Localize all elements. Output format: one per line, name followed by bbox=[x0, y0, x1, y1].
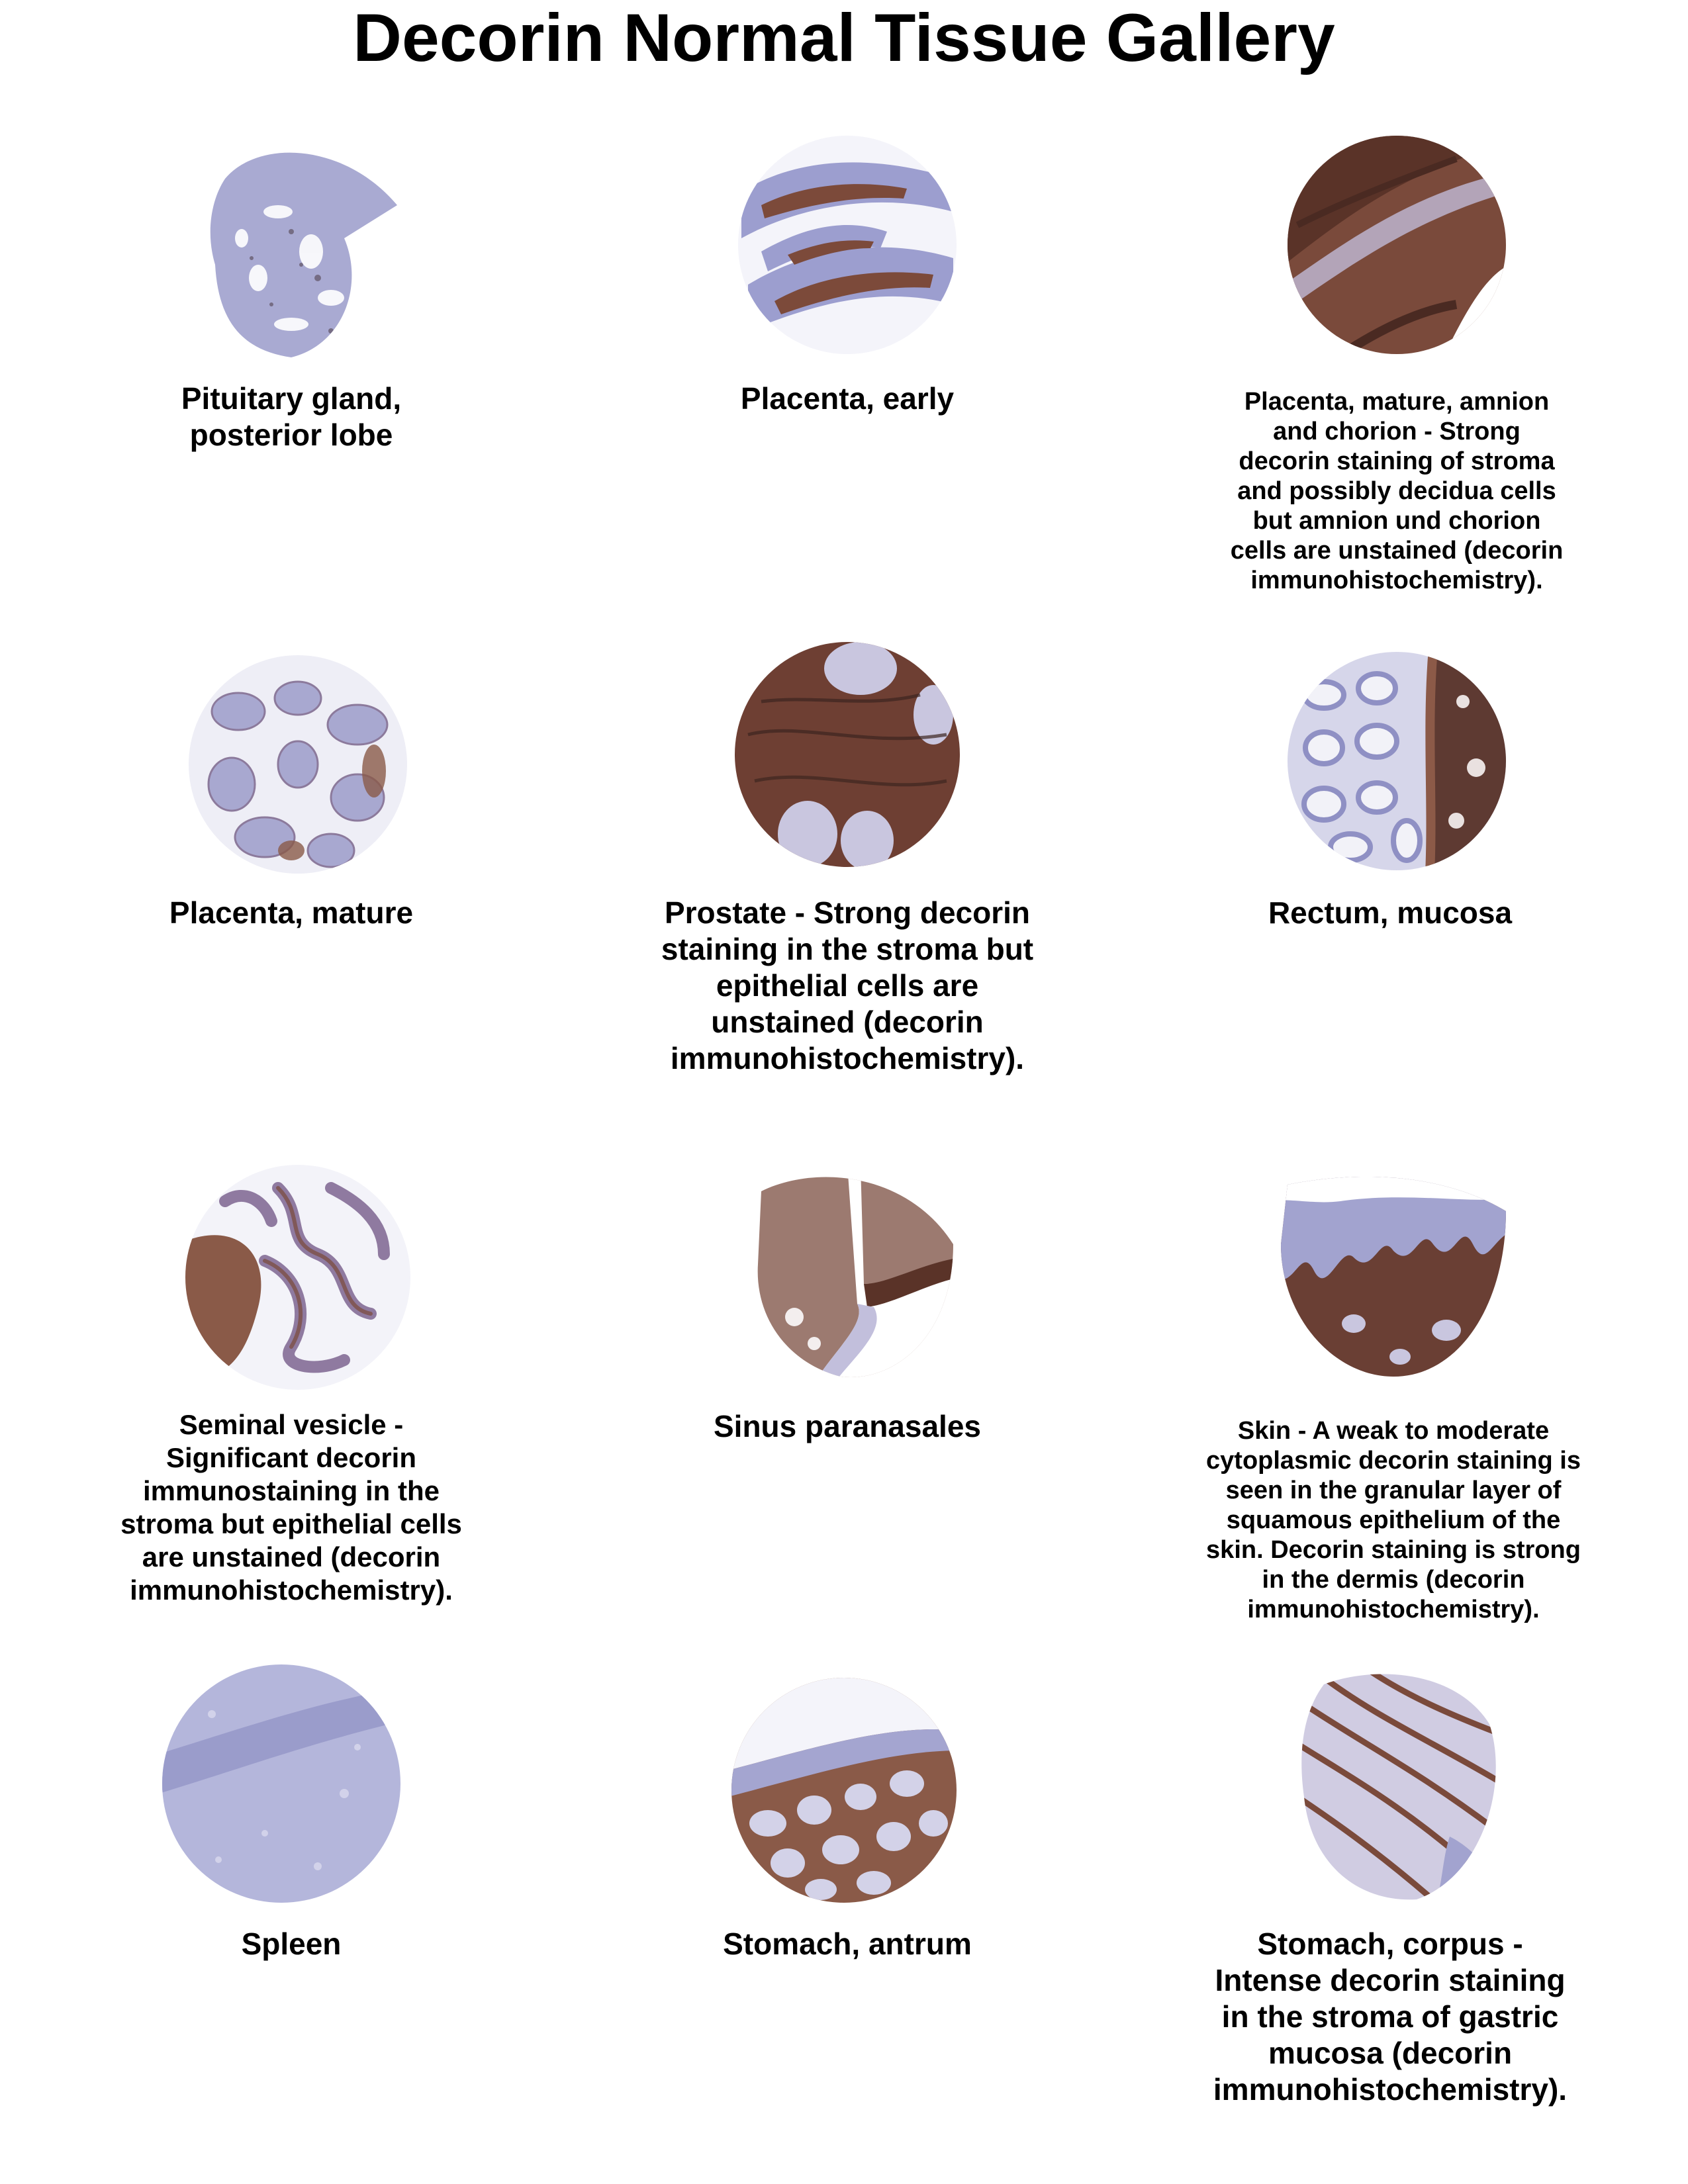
tile-caption: Stomach, antrum bbox=[723, 1927, 972, 1961]
tile-caption: Stomach, corpus - Intense decorin staining in the stroma of gastric mucosa (decorin immunohistochemistry). bbox=[1213, 1927, 1568, 2107]
tile-caption: Prostate - Strong decorin staining in the stroma but epithelial cells are unstained (decorin immunohistochemistry). bbox=[661, 895, 1034, 1075]
tissue-core-image bbox=[159, 1661, 404, 1906]
tissue-core-image bbox=[1284, 132, 1509, 357]
tissue-core-image bbox=[179, 132, 404, 357]
tissue-core-image bbox=[185, 652, 410, 877]
page-title: Decorin Normal Tissue Gallery bbox=[353, 0, 1335, 75]
tile-caption: Pituitary gland, posterior lobe bbox=[181, 381, 402, 452]
tile-caption: Seminal vesicle - Significant decorin immunostaining in the stroma but epithelial cells are unstained (decorin immunohistochemistry). bbox=[120, 1409, 462, 1606]
tissue-core-image bbox=[735, 1165, 960, 1383]
tile-caption: Placenta, mature, amnion and chorion - Strong decorin staining of stroma and possibly decidua cells but amnion und chorion cells are unstained (decorin immunohistochemistry). bbox=[1230, 388, 1564, 594]
tissue-core-image bbox=[728, 1678, 960, 1903]
tile-caption: Sinus paranasales bbox=[714, 1409, 981, 1443]
tile-caption: Skin - A weak to moderate cytoplasmic decorin staining is seen in the granular layer of squamous epithelium of the skin. Decorin staining is strong in the dermis (decorin immunohistochemistry). bbox=[1206, 1417, 1581, 1623]
tile-caption: Placenta, mature bbox=[169, 895, 414, 930]
tissue-core-image bbox=[185, 1161, 410, 1393]
tile-caption: Rectum, mucosa bbox=[1268, 895, 1513, 930]
tile-caption: Spleen bbox=[241, 1927, 342, 1961]
tile-caption: Placenta, early bbox=[740, 381, 955, 416]
tissue-core-image bbox=[735, 132, 960, 357]
tissue-core-image bbox=[735, 635, 960, 874]
tissue-core-image bbox=[1284, 649, 1509, 874]
tissue-core-image bbox=[1274, 1171, 1513, 1383]
tissue-core-image bbox=[1284, 1664, 1509, 1903]
